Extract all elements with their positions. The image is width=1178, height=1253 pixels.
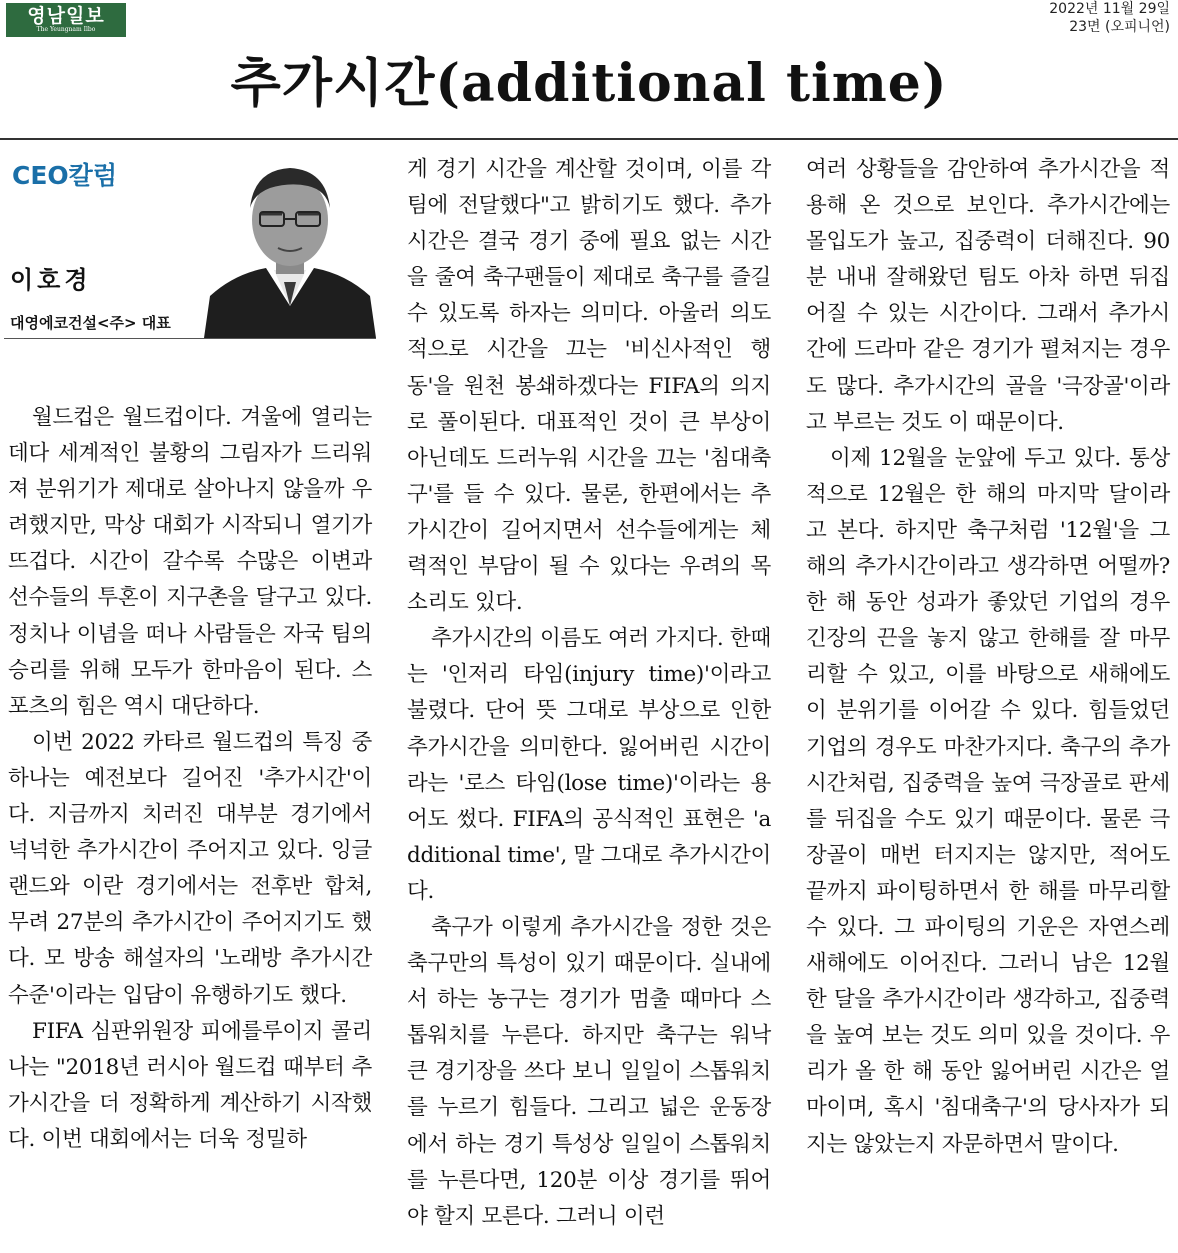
column-section-label: CEO칼럼	[12, 161, 117, 190]
paragraph: 여러 상황들을 감안하여 추가시간을 적용해 온 것으로 보인다. 추가시간에는 몰입도가 높고, 집중력이 더해진다. 90분 내내 잘해왔던 팀도 아차 하면 뒤집어질 수 있는 시간이다. 그래서 추가시간에 드라마 같은 경기가 펼쳐지는 경우도 많다. 추가시간의 골을 '극장골'이라고 부르는 것도 이 때문이다.	[806, 157, 1170, 435]
author-photo	[204, 156, 376, 338]
article-headline: 추가시간(additional time)	[230, 53, 948, 114]
paragraph: 축구가 이렇게 추가시간을 정한 것은 축구만의 특성이 있기 때문이다. 실내에서 하는 농구는 경기가 멈출 때마다 스톱워치를 누른다. 하지만 축구는 워낙 큰 경기장을 쓰다 보니 일일이 스톱워치를 누르기 힘들다. 그리고 넓은 운동장에서 하는 경기 특성상 일일이 스톱워치를 누른다면, 120분 이상 경기를 뛰어야 할지 모른다. 그러니 이런	[407, 914, 771, 1229]
author-title: 대영에코건설<주> 대표	[10, 314, 171, 332]
article-column-1	[8, 400, 372, 1158]
author-name: 이호경	[10, 266, 92, 294]
paragraph: 게 경기 시간을 계산할 것이며, 이를 각 팀에 전달했다"고 밝히기도 했다. 추가시간은 결국 경기 중에 필요 없는 시간을 줄여 축구팬들이 제대로 축구를 즐길 수 있도록 하자는 의미다. 아울러 의도적으로 시간을 끄는 '비신사적인 행동'을 원천 봉쇄하겠다는 FIFA의 의지로 풀이된다. 대표적인 것이 큰 부상이 아닌데도 드러누워 시간을 끄는 '침대축구'를 들 수 있다. 물론, 한편에서는 추가시간이 길어지면서 선수들에게는 체력적인 부담이 될 수 있다는 우려의 목소리도 있다.	[407, 157, 771, 616]
paragraph: FIFA 심판위원장 피에를루이지 콜리나는 "2018년 러시아 월드컵 때부터 추가시간을 더 정확하게 계산하기 시작했다. 이번 대회에서는 더욱 정밀하	[8, 1018, 372, 1152]
article-column-2	[407, 152, 771, 1235]
paragraph: 이번 2022 카타르 월드컵의 특징 중 하나는 예전보다 길어진 '추가시간'이다. 지금까지 치러진 대부분 경기에서 넉넉한 추가시간이 주어지고 있다. 잉글랜드와 이란 경기에서는 전후반 합쳐, 무려 27분의 추가시간이 주어지기도 했다. 모 방송 해설자의 '노래방 추가시간 수준'이라는 입담이 유행하기도 했다.	[8, 729, 372, 1008]
byline-divider	[4, 338, 376, 339]
byline-box	[4, 148, 376, 338]
paragraph: 월드컵은 월드컵이다. 겨울에 열리는 데다 세계적인 불황의 그림자가 드리워져 분위기가 제대로 살아나지 않을까 우려했지만, 막상 대회가 시작되니 열기가 뜨겁다. 시간이 갈수록 수많은 이변과 선수들의 투혼이 지구촌을 달구고 있다. 정치나 이념을 떠나 사람들은 자국 팀의 승리를 위해 모두가 한마음이 된다. 스포츠의 힘은 역시 대단하다.	[8, 405, 372, 719]
page-section: 23면 (오피니언)	[1069, 19, 1170, 35]
paragraph: 이제 12월을 눈앞에 두고 있다. 통상적으로 12월은 한 해의 마지막 달이라고 본다. 하지만 축구처럼 '12월'을 그 해의 추가시간이라고 생각하면 어떨까? 한 해 동안 성과가 좋았던 기업의 경우 긴장의 끈을 놓지 않고 한해를 잘 마무리할 수 있고, 이를 바탕으로 새해에도 이 분위기를 이어갈 수 있다. 힘들었던 기업의 경우도 마찬가지다. 축구의 추가시간처럼, 집중력을 높여 극장골로 판세를 뒤집을 수도 있기 때문이다. 물론 극장골이 매번 터지지는 않지만, 적어도 끝까지 파이팅하면서 한 해를 마무리할 수 있다. 그 파이팅의 기운은 자연스레 새해에도 이어진다. 그러니 남은 12월 한 달을 추가시간이라 생각하고, 집중력을 높여 보는 것도 의미 있을 것이다. 우리가 올 한 해 동안 잃어버린 시간은 얼마이며, 혹시 '침대축구'의 당사자가 되지는 않았는지 자문하면서 말이다.	[806, 445, 1170, 1157]
publication-date: 2022년 11월 29일	[1049, 1, 1170, 17]
newspaper-logo	[6, 3, 126, 37]
logo-text: 영남일보	[27, 5, 105, 27]
paragraph: 추가시간의 이름도 여러 가지다. 한때는 '인저리 타임(injury time)'이라고 불렸다. 단어 뜻 그대로 부상으로 인한 추가시간을 의미한다. 잃어버린 시간이라는 '로스 타임(lose time)'이라는 용어도 썼다. FIFA의 공식적인 표현은 'additional time', 말 그대로 추가시간이다.	[407, 626, 771, 904]
headline-divider	[0, 138, 1178, 140]
logo-subtitle: The Yeungnam Ilbo	[36, 26, 96, 33]
article-column-3	[806, 152, 1170, 1163]
publication-info	[1049, 0, 1170, 36]
